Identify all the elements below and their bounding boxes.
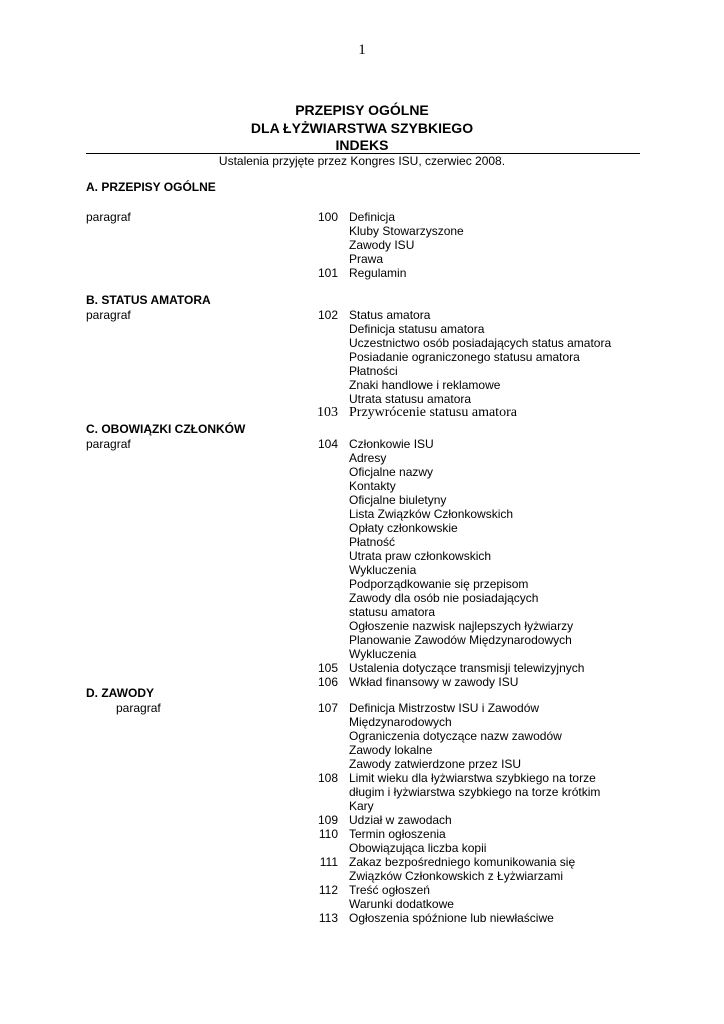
entry-text: Posiadanie ograniczonego statusu amatora xyxy=(349,350,580,364)
entry-text: długim i łyżwiarstwa szybkiego na torze krótkim xyxy=(349,785,601,799)
entry-text: Obowiązująca liczba kopii xyxy=(349,841,487,855)
entry-text: Kontakty xyxy=(349,479,396,493)
doc-title-line-3: INDEKS xyxy=(335,137,389,153)
entry-text: Utrata statusu amatora xyxy=(349,392,472,406)
entry-text: Lista Związków Członkowskich xyxy=(349,507,514,521)
entry-text: Udział w zawodach xyxy=(349,813,452,827)
entry-number: 103 xyxy=(317,405,338,420)
section-b-label: paragraf xyxy=(86,308,131,322)
entry-text: Kary xyxy=(349,799,374,813)
entry-text: Wykluczenia xyxy=(349,563,417,577)
entry-number: 102 xyxy=(317,308,338,322)
doc-title-line-2: DLA ŁYŻWIARSTWA SZYBKIEGO xyxy=(250,120,474,136)
entry-text: Ograniczenia dotyczące nazw zawodów xyxy=(349,729,562,743)
doc-title-line-1: PRZEPISY OGÓLNE xyxy=(295,102,429,118)
entry-text: Definicja Mistrzostw ISU i Zawodów xyxy=(349,701,540,715)
entry-text: Wkład finansowy w zawody ISU xyxy=(349,675,519,689)
entry-text: Kluby Stowarzyszone xyxy=(349,224,464,238)
entry-text: Płatności xyxy=(349,364,398,378)
entry-text: Oficjalne biuletyny xyxy=(349,493,447,507)
entry-text: Utrata praw członkowskich xyxy=(349,549,492,563)
entry-number: 100 xyxy=(317,210,338,224)
entry-text: Zawody lokalne xyxy=(349,743,433,757)
section-d-heading: D. ZAWODY xyxy=(86,686,154,700)
entry-number: 104 xyxy=(317,437,338,451)
entry-text: Definicja xyxy=(349,210,396,224)
entry-text: Prawa xyxy=(349,252,384,266)
entry-text: Limit wieku dla łyżwiarstwa szybkiego na torze xyxy=(349,771,596,785)
entry-number: 111 xyxy=(319,855,338,869)
entry-text: Wykluczenia xyxy=(349,647,417,661)
entry-text: Płatność xyxy=(349,535,396,549)
page-number: 1 xyxy=(358,42,366,58)
doc-subtitle: Ustalenia przyjęte przez Kongres ISU, czerwiec 2008. xyxy=(218,154,506,168)
entry-text: Przywrócenie statusu amatora xyxy=(349,405,517,420)
entry-text: Termin ogłoszenia xyxy=(349,827,446,841)
entry-text: Oficjalne nazwy xyxy=(349,465,434,479)
section-a-label: paragraf xyxy=(86,210,131,224)
section-a-heading: A. PRZEPISY OGÓLNE xyxy=(86,180,216,194)
entry-text: Treść ogłoszeń xyxy=(349,883,430,897)
entry-text: Członkowie ISU xyxy=(349,437,434,451)
entry-text: Zawody zatwierdzone przez ISU xyxy=(349,757,522,771)
entry-text: Uczestnictwo osób posiadających status amatora xyxy=(349,336,612,350)
entry-text: Zakaz bezpośredniego komunikowania się xyxy=(349,855,576,869)
entry-number: 105 xyxy=(317,661,338,675)
entry-number: 110 xyxy=(318,827,338,841)
entry-text: Warunki dodatkowe xyxy=(349,897,454,911)
entry-text: Ustalenia dotyczące transmisji telewizyjnych xyxy=(349,661,585,675)
entry-text: Ogłoszenie nazwisk najlepszych łyżwiarzy xyxy=(349,619,574,633)
entry-text: Podporządkowanie się przepisom xyxy=(349,577,529,591)
entry-text: Opłaty członkowskie xyxy=(349,521,458,535)
section-c-heading: C. OBOWIĄZKI CZŁONKÓW xyxy=(86,422,246,436)
entry-text: Planowanie Zawodów Międzynarodowych xyxy=(349,633,572,647)
section-d-label: paragraf xyxy=(116,701,161,715)
entry-number: 113 xyxy=(318,911,338,925)
entry-text: Adresy xyxy=(349,451,387,465)
section-b-heading: B. STATUS AMATORA xyxy=(86,293,211,307)
entry-text: Związków Członkowskich z Łyżwiarzami xyxy=(349,869,564,883)
entry-number: 106 xyxy=(317,675,338,689)
entry-text: Zawody ISU xyxy=(349,238,415,252)
entry-number: 108 xyxy=(317,771,338,785)
entry-text: Ogłoszenia spóźnione lub niewłaściwe xyxy=(349,911,554,925)
section-c-label: paragraf xyxy=(86,437,131,451)
entry-text: statusu amatora xyxy=(349,605,436,619)
entry-number: 112 xyxy=(318,883,338,897)
entry-text: Regulamin xyxy=(349,266,407,280)
entry-text: Definicja statusu amatora xyxy=(349,322,485,336)
entry-number: 107 xyxy=(317,701,338,715)
entry-text: Zawody dla osób nie posiadających xyxy=(349,591,539,605)
entry-text: Status amatora xyxy=(349,308,431,322)
entry-text: Znaki handlowe i reklamowe xyxy=(349,378,501,392)
entry-number: 101 xyxy=(317,266,338,280)
entry-text: Międzynarodowych xyxy=(349,715,452,729)
entry-number: 109 xyxy=(317,813,338,827)
